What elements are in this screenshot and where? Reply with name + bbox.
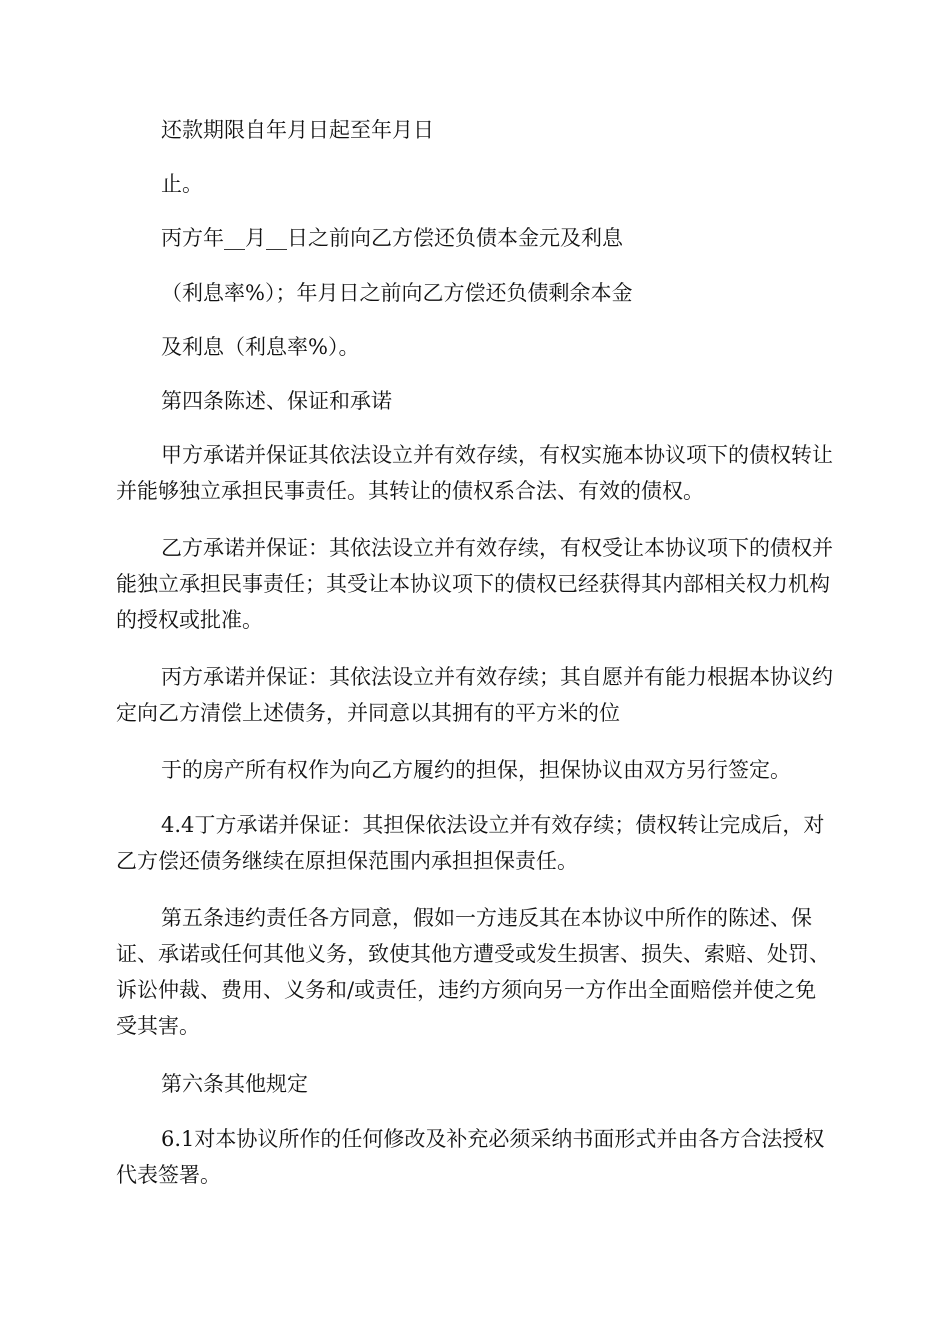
paragraph-party-d-warranty: 4.4丁方承诺并保证：其担保依法设立并有效存续；债权转让完成后，对乙方偿还债务继续在原担保范围内承担担保责任。 <box>116 813 825 873</box>
paragraph-repayment-period: 还款期限自年月日起至年月日 <box>161 118 434 142</box>
paragraph-party-a-warranty: 甲方承诺并保证其依法设立并有效存续，有权实施本协议项下的债权转让并能够独立承担民事责任。其转让的债权系合法、有效的债权。 <box>116 443 833 503</box>
paragraph-article-five-liability: 第五条违约责任各方同意，假如一方违反其在本协议中所作的陈述、保证、承诺或任何其他义务，致使其他方遭受或发生损害、损失、索赔、处罚、诉讼仲裁、费用、义务和/或责任，违约方须向另一方作出全面赔偿并使之免受其害。 <box>116 906 830 1038</box>
heading-article-six: 第六条其他规定 <box>161 1072 308 1096</box>
paragraph-party-b-warranty: 乙方承诺并保证：其依法设立并有效存续，有权受让本协议项下的债权并能独立承担民事责任；其受让本协议项下的债权已经获得其内部相关权力机构的授权或批准。 <box>116 536 833 632</box>
paragraph-installment-first: 丙方年__月__日之前向乙方偿还负债本金元及利息 <box>161 226 623 250</box>
paragraph-installment-interest: 及利息（利息率%）。 <box>161 335 360 359</box>
paragraph-installment-second: （利息率%）；年月日之前向乙方偿还负债剩余本金 <box>161 281 633 305</box>
paragraph-party-c-warranty: 丙方承诺并保证：其依法设立并有效存续；其自愿并有能力根据本协议约定向乙方清偿上述债务，并同意以其拥有的平方米的位 <box>116 665 833 725</box>
paragraph-party-c-guarantee: 于的房产所有权作为向乙方履约的担保，担保协议由双方另行签定。 <box>161 758 791 782</box>
paragraph-repayment-period-end: 止。 <box>161 172 203 196</box>
heading-article-four: 第四条陈述、保证和承诺 <box>161 389 392 413</box>
paragraph-article-six-one: 6.1对本协议所作的任何修改及补充必须采纳书面形式并由各方合法授权代表签署。 <box>116 1127 825 1187</box>
